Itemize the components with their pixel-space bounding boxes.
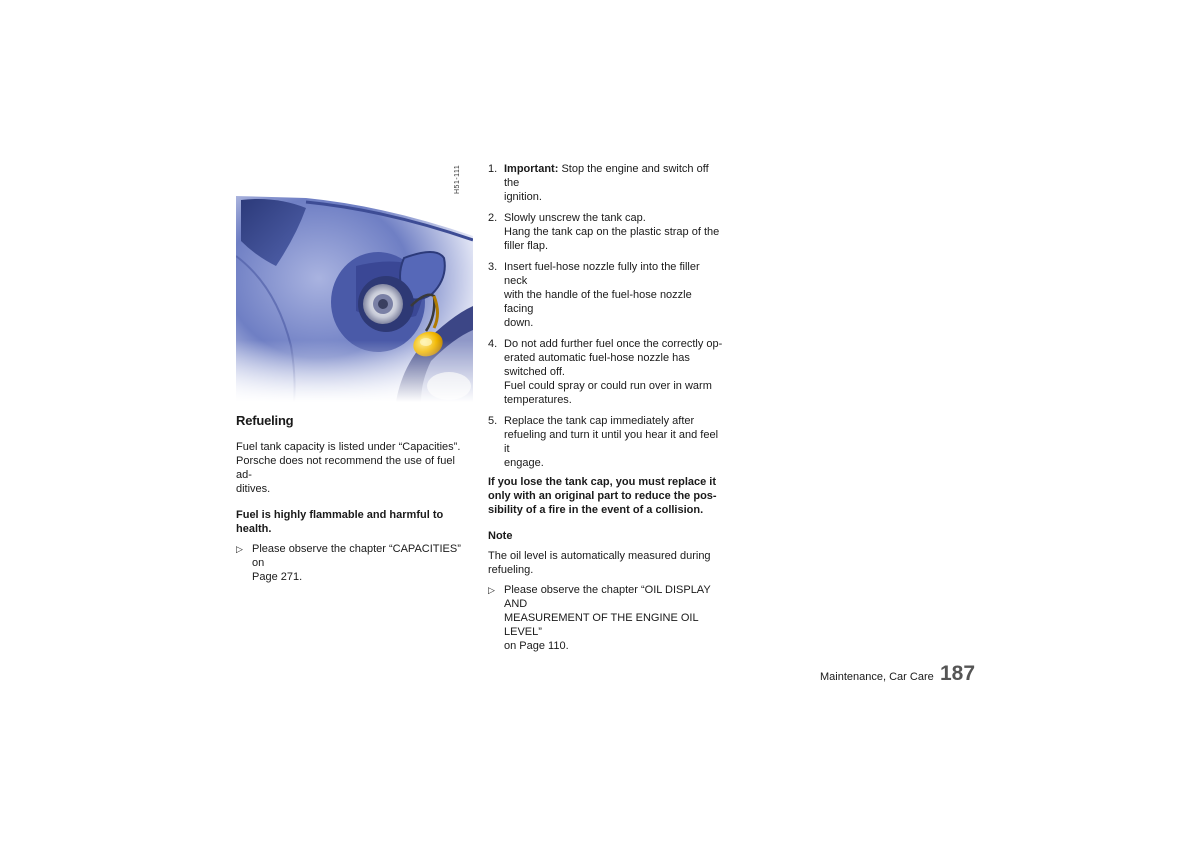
section-heading: Refueling xyxy=(236,413,294,428)
flammable-warning: Fuel is highly flammable and harmful to health. xyxy=(236,509,444,535)
tank-cap-warning: If you lose the tank cap, you must replace it only with an original part to reduce the pos- sibility of a fire in the event of a collision. xyxy=(488,476,717,516)
fuel-filler-illustration xyxy=(236,196,473,402)
section-name: Maintenance, Car Care xyxy=(820,671,934,683)
left-column xyxy=(236,414,472,590)
list-item: 4. Do not add further fuel once the correctly op- erated automatic fuel-hose nozzle has switched off. Fuel could spray or could run over in warm temperatures. xyxy=(488,338,723,406)
list-item: 2. Slowly unscrew the tank cap. Hang the tank cap on the plastic strap of the filler flap. xyxy=(488,212,720,252)
page-number: 187 xyxy=(940,662,976,685)
list-item: 5. Replace the tank cap immediately after refueling and turn it until you hear it and feel it engage. xyxy=(488,415,719,469)
oil-display-reference: ▷ Please observe the chapter “OIL DISPLAY AND MEASUREMENT OF THE ENGINE OIL LEVEL” on Page 110. xyxy=(488,584,711,652)
refueling-steps xyxy=(488,162,724,470)
list-item: 3. Insert fuel-hose nozzle fully into the filler neck with the handle of the fuel-hose nozzle facing down. xyxy=(488,261,700,329)
figure-code: H51-111 xyxy=(454,164,461,194)
note-title: Note xyxy=(488,530,513,542)
important-label: Important: xyxy=(504,163,559,175)
triangle-right-icon: ▷ xyxy=(488,585,495,595)
page-footer xyxy=(820,662,980,692)
list-item: 1. Important: Stop the engine and switch off the ignition. xyxy=(488,163,709,203)
right-column xyxy=(488,162,724,659)
triangle-right-icon: ▷ xyxy=(236,544,243,554)
capacities-reference: ▷ Please observe the chapter “CAPACITIES” on Page 271. xyxy=(236,543,461,583)
note-text: The oil level is automatically measured during refueling. xyxy=(488,550,711,576)
intro-paragraph: Fuel tank capacity is listed under “Capacities”. Porsche does not recommend the use of fuel ad- ditives. xyxy=(236,441,461,495)
